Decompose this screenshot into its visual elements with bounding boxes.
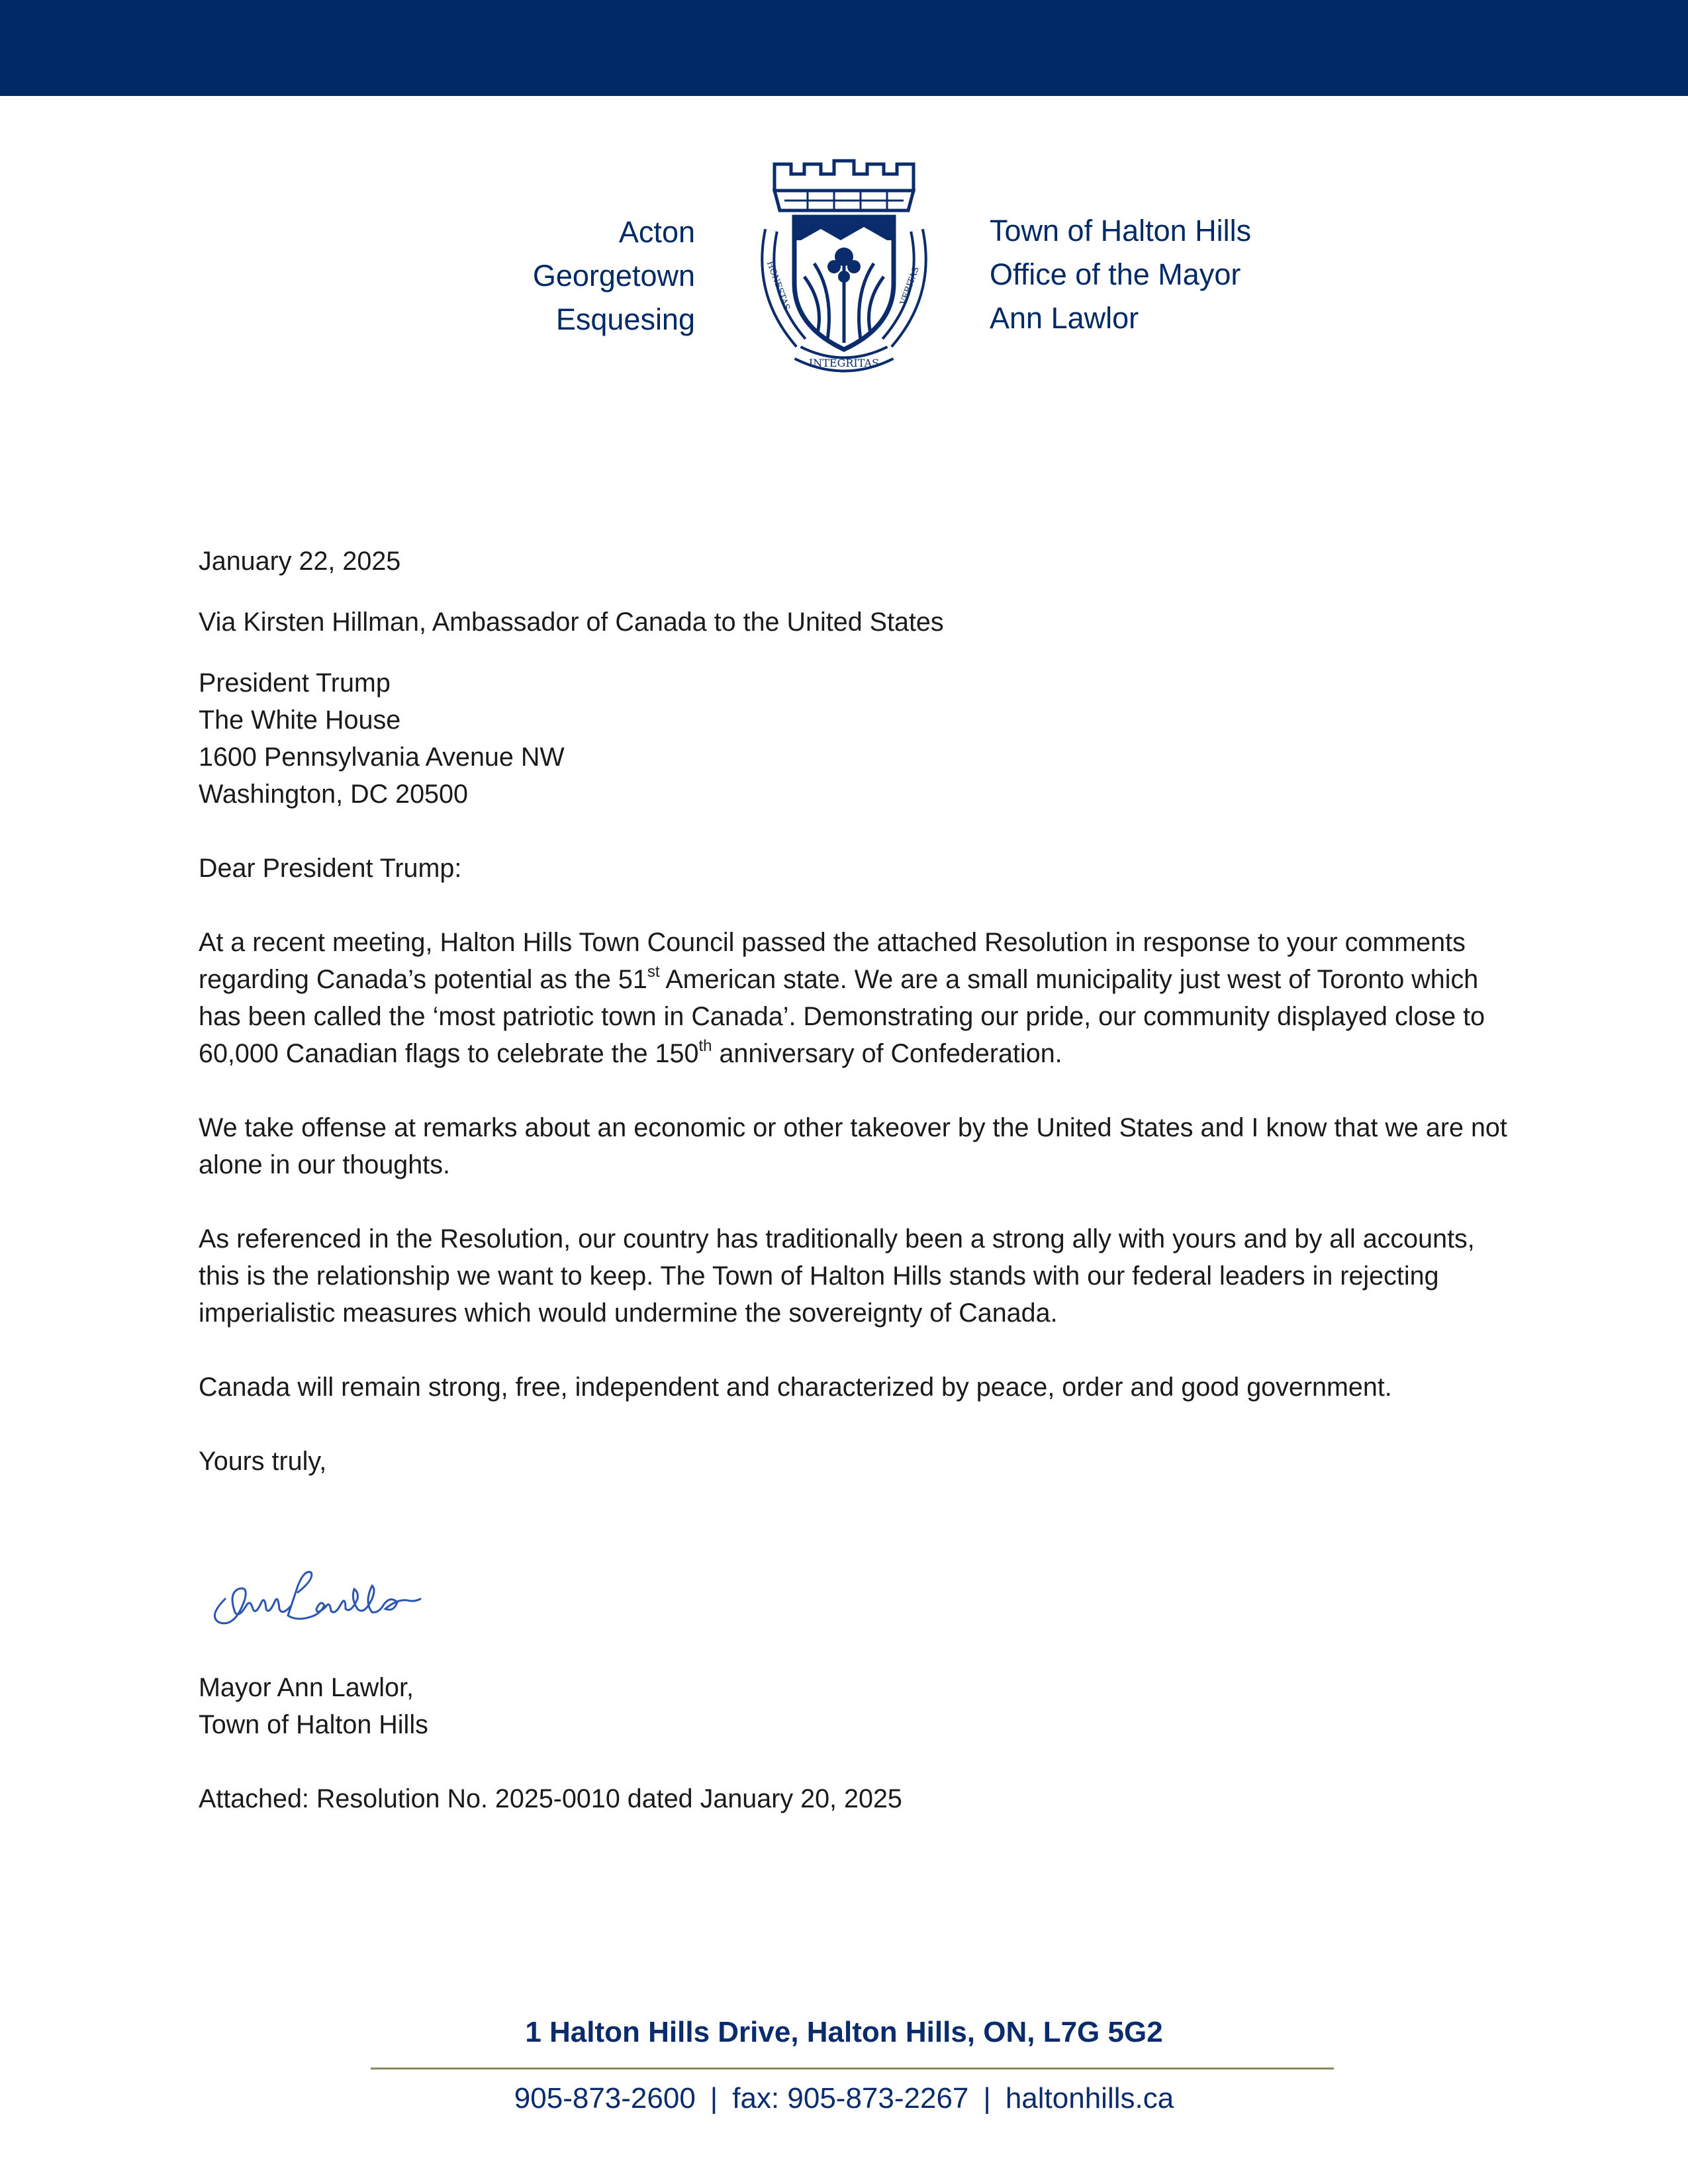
recipient-address [199,664,1509,813]
paragraph-3: As referenced in the Resolution, our country has traditionally been a strong ally with yours and by all accounts, this is the relationship we want to keep. The Town of Halton Hills stands with our federal leaders in rejecting imperialistic measures which would undermine the sovereignty of Canada. [199,1224,1475,1328]
office-line: Town of Halton Hills [990,214,1252,248]
recipient-line: The White House [199,705,401,735]
header-banner [0,0,1688,96]
office-line: Ann Lawlor [990,301,1139,335]
footer-divider [371,2068,1334,2070]
recipient-line: Washington, DC 20500 [199,780,468,809]
footer-website[interactable]: haltonhills.ca [1005,2082,1174,2115]
paragraph-1: At a recent meeting, Halton Hills Town Council passed the attached Resolution in response to your comments regarding Canada’s potential as the 51st American state. We are a small municipality just west of Toronto which has been called the ‘most patriotic town in Canada’. Demonstrating our pride, our community displayed close to 60,000 Canadian flags to celebrate the 150th anniversary of Confederation. [199,928,1485,1068]
signer-line: Mayor Ann Lawlor, [199,1673,414,1702]
office-line: Office of the Mayor [990,257,1241,291]
footer-separator: | [710,2082,718,2115]
office-block [990,209,1251,340]
footer-fax: fax: 905-873-2267 [732,2082,969,2115]
letter-body [199,543,1509,1480]
letter-date: January 22, 2025 [199,547,401,576]
village-name: Esquesing [555,302,695,336]
signer-block [199,1669,1509,1817]
footer-phone: 905-873-2600 [514,2082,696,2115]
recipient-line: 1600 Pennsylvania Avenue NW [199,743,565,772]
town-crest-logo [735,151,953,383]
crest-motto-integritas: INTEGRITAS [808,357,880,369]
closing: Yours truly, [199,1447,327,1476]
footer-separator: | [983,2082,991,2115]
recipient-line: President Trump [199,668,391,698]
attachment-note: Attached: Resolution No. 2025-0010 dated January 20, 2025 [199,1784,902,1813]
via-line: Via Kirsten Hillman, Ambassador of Canada to the United States [199,608,944,637]
handwritten-signature [199,1553,477,1632]
crest-motto-honestas: HONESTAS [764,259,792,312]
footer-contact [0,2082,1688,2115]
villages-list [533,210,695,341]
signer-line: Town of Halton Hills [199,1710,428,1739]
footer-address: 1 Halton Hills Drive, Halton Hills, ON, L7G 5G2 [525,2016,1163,2048]
paragraph-2: We take offense at remarks about an economic or other takeover by the United States and I know that we are not alone in our thoughts. [199,1113,1507,1179]
village-name: Georgetown [532,259,695,293]
salutation: Dear President Trump: [199,854,462,883]
paragraph-4: Canada will remain strong, free, independent and characterized by peace, order and good government. [199,1373,1392,1402]
crest-motto-veritas: VERITAS [898,265,922,306]
village-name: Acton [618,215,695,249]
